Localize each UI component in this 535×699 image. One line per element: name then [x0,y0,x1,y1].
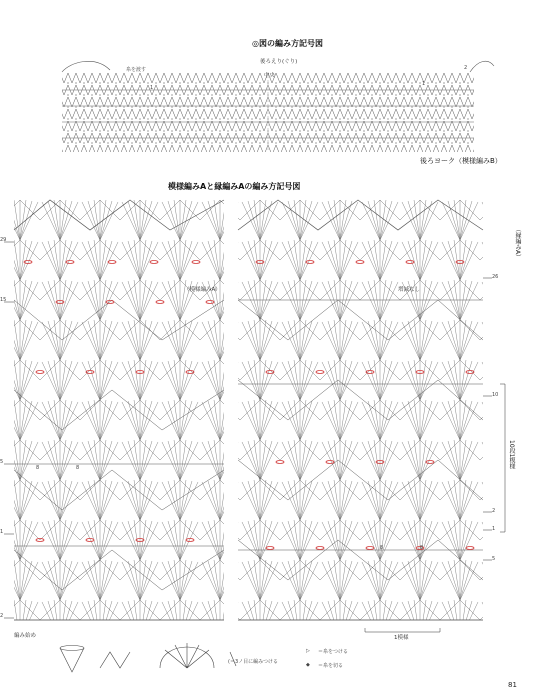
right-row-26: 26 [492,274,499,280]
edge-a-label: （縁編みA） [514,226,521,261]
inner-mark: 8 [420,545,424,551]
left-row-1: 1 [0,529,4,535]
row-mark-right-1: 1 [422,81,426,87]
right-row-10: 10 [492,392,499,398]
right-row-1: 1 [492,526,496,532]
legend-cut-yarn: ＝糸を切る [318,663,344,669]
left-row-2: 2 [0,613,4,619]
back-neck-label: 後ろえり(ぐり) [260,59,298,65]
pattern-a-label: （模様編みA） [184,287,221,293]
one-pattern-bracket [365,628,440,632]
row-mark-left-1: 1 [150,85,154,91]
legend-symbols [60,643,236,672]
legend-attach-yarn: ＝糸をつける [318,649,349,655]
left-row-5: 5 [0,459,4,465]
page-number: 81 [508,681,517,689]
repeat-bracket [500,384,505,532]
inner-mark: 8 [36,465,40,471]
inner-mark: 8 [76,465,80,471]
left-row-15: 15 [0,297,7,303]
row-mark-right-2: 2 [464,65,468,71]
cut-yarn-icon: ◆ [306,662,310,668]
yarn-attach-label: 糸を渡す [126,67,147,73]
center-label: 中央 [264,73,276,79]
right-row-5: 5 [492,556,496,562]
inner-mark: 8 [380,545,384,551]
start-label: 編み始め [14,633,37,639]
one-pattern-label: 1模様 [394,635,409,641]
yoke-diagram-title: ◎図の編み方記号図 [252,39,323,48]
yoke-caption: 後ろヨーク（模様編みB） [420,157,502,165]
repeat-label: 10段1模様 [508,440,515,470]
no-decrease-label: 増減なし [398,287,421,293]
left-row-29: 29 [0,237,7,243]
main-diagram-title: 模様編みAと縁編みAの編み方記号図 [168,182,301,191]
attach-yarn-icon: ▷ [306,648,310,654]
legend-insert-label: (＝3ノ目に編みつける [228,659,279,665]
pattern-a-chart-right [238,200,483,620]
right-row-2: 2 [492,508,496,514]
yoke-chart [62,61,494,152]
